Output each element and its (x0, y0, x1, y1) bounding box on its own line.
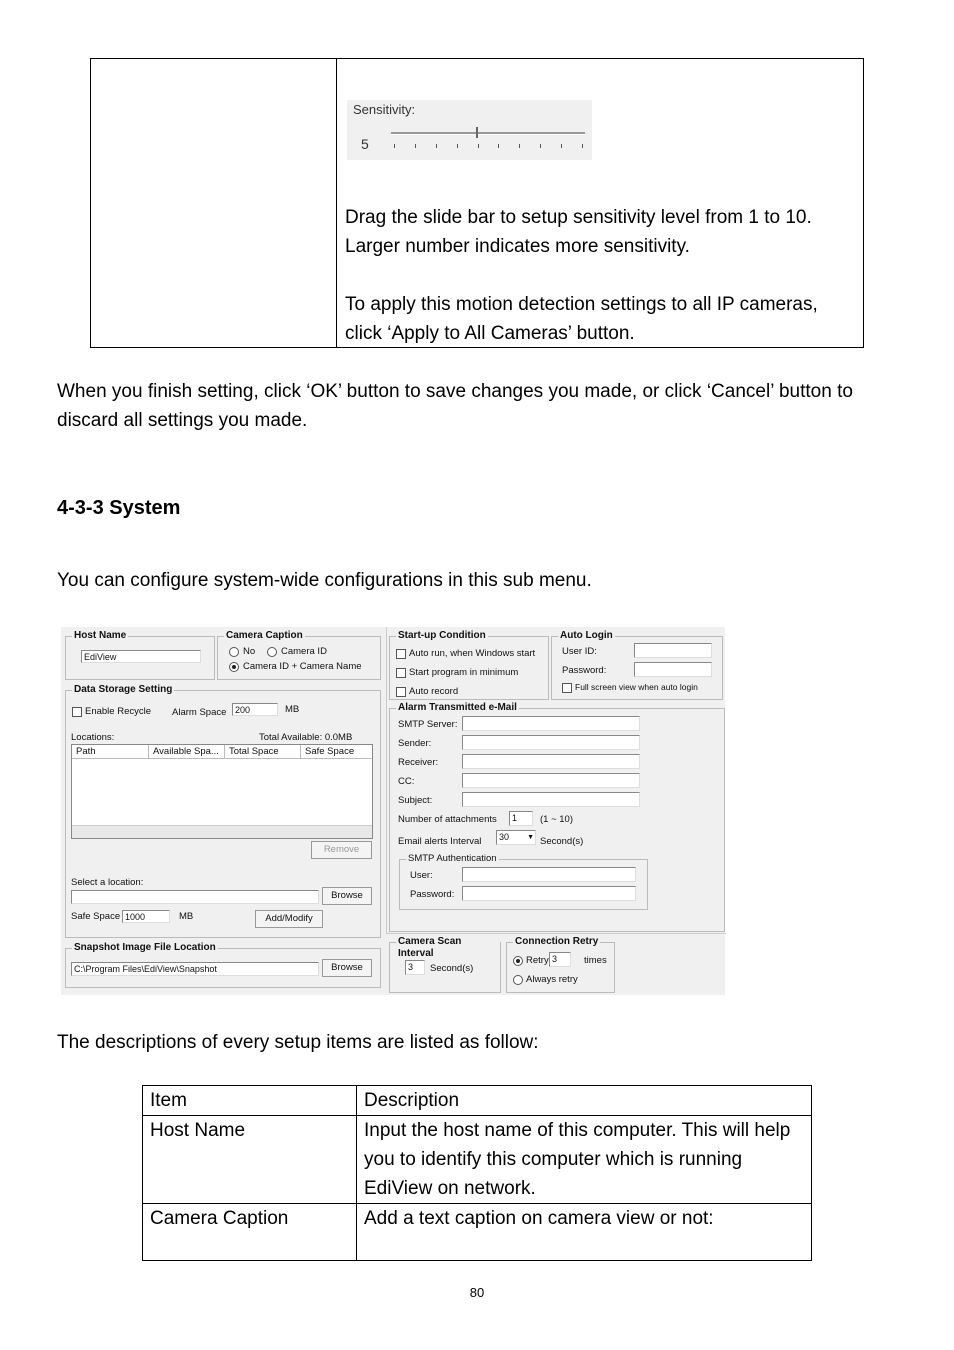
snapshot-location-group (65, 942, 381, 988)
interval-label: Email alerts Interval (398, 836, 482, 847)
safe-space-unit: MB (179, 911, 194, 922)
retry-count-input[interactable]: 3 (549, 952, 571, 967)
total-available-label: Total Available: 0.0MB (259, 732, 353, 743)
alarm-space-unit: MB (285, 704, 300, 715)
attachments-label: Number of attachments (398, 814, 497, 825)
cc-input[interactable] (462, 773, 640, 788)
cc-label: CC: (398, 776, 415, 787)
sensitivity-slider-track[interactable] (391, 132, 585, 135)
scan-interval-title: Camera Scan Interval (396, 936, 500, 960)
scan-interval-unit: Second(s) (430, 963, 474, 974)
sensitivity-description: Drag the slide bar to setup sensitivity level from 1 to 10. Larger number indicates more sensitivity. (345, 207, 812, 257)
startup-condition-title: Start-up Condition (398, 630, 486, 641)
attachments-input[interactable]: 1 (509, 811, 533, 826)
horizontal-scrollbar[interactable] (72, 825, 372, 838)
slider-tick (478, 144, 479, 148)
attachments-range: (1 ~ 10) (540, 814, 574, 825)
sensitivity-slider-thumb[interactable] (476, 127, 478, 138)
alarm-space-input[interactable]: 200 (232, 703, 278, 716)
location-path-input[interactable] (71, 890, 319, 904)
intro-text: You can configure system-wide configurations in this sub menu. (57, 570, 592, 591)
locations-label: Locations: (71, 732, 115, 743)
sensitivity-label: Sensitivity: (353, 102, 416, 117)
auto-login-title: Auto Login (560, 630, 613, 641)
browse-location-button[interactable]: Browse (322, 887, 372, 905)
camera-caption-group (217, 630, 381, 680)
enable-recycle-checkbox[interactable] (72, 707, 82, 717)
caption-id-name-radio[interactable] (229, 662, 239, 672)
system-settings-screenshot (61, 627, 725, 995)
locations-list[interactable] (71, 744, 373, 839)
slider-tick (457, 144, 458, 148)
camera-caption-title: Camera Caption (226, 630, 303, 641)
sender-label: Sender: (398, 738, 432, 749)
slider-tick (394, 144, 395, 148)
descriptions-intro: The descriptions of every setup items are listed as follow: (57, 1032, 539, 1053)
host-name-group (65, 630, 215, 680)
caption-id-name-label: Camera ID + Camera Name (243, 661, 362, 672)
auto-run-checkbox[interactable] (396, 649, 406, 659)
always-retry-radio[interactable] (513, 975, 523, 985)
auto-login-password-input[interactable] (634, 662, 712, 677)
interval-unit: Second(s) (540, 836, 584, 847)
data-storage-title: Data Storage Setting (74, 684, 173, 695)
table-cell-description: Add a text caption on camera view or not: (357, 1204, 812, 1261)
auto-record-checkbox[interactable] (396, 687, 406, 697)
add-modify-button[interactable]: Add/Modify (255, 910, 323, 928)
scan-interval-group (389, 936, 501, 993)
caption-id-radio[interactable] (267, 647, 277, 657)
auto-login-user-input[interactable] (634, 643, 712, 658)
slider-tick (540, 144, 541, 148)
auto-record-label: Auto record (409, 686, 459, 697)
sensitivity-value: 5 (361, 136, 369, 152)
slider-tick (519, 144, 520, 148)
auto-run-label: Auto run, when Windows start (409, 648, 536, 659)
remove-button[interactable]: Remove (311, 841, 372, 859)
alarm-space-label: Alarm Space (172, 707, 227, 718)
receiver-label: Receiver: (398, 757, 439, 768)
column-header-total[interactable]: Total Space (225, 745, 301, 759)
sensitivity-slider-panel (347, 100, 592, 160)
section-heading: 4-3-3 System (57, 497, 181, 519)
dropdown-arrow-icon: ▼ (527, 834, 534, 841)
table-cell-item: Camera Caption (143, 1204, 357, 1261)
smtp-server-label: SMTP Server: (398, 719, 458, 730)
caption-id-label: Camera ID (281, 646, 327, 657)
column-header-path[interactable]: Path (72, 745, 149, 759)
smtp-password-label: Password: (410, 889, 455, 900)
scan-interval-input[interactable]: 3 (405, 960, 425, 975)
data-storage-group (65, 684, 381, 938)
slider-tick (561, 144, 562, 148)
start-minimum-label: Start program in minimum (409, 667, 519, 678)
smtp-auth-title: SMTP Authentication (408, 853, 497, 864)
connection-retry-group (506, 936, 615, 993)
snapshot-path-input[interactable]: C:\Program Files\EdiView\Snapshot (71, 962, 319, 976)
slider-tick (498, 144, 499, 148)
interval-select[interactable] (496, 830, 536, 845)
alarm-email-title: Alarm Transmitted e-Mail (398, 702, 517, 713)
select-location-label: Select a location: (71, 877, 144, 888)
smtp-server-input[interactable] (462, 716, 640, 731)
retry-label: Retry (526, 955, 549, 966)
slider-tick (582, 144, 583, 148)
smtp-user-input[interactable] (462, 867, 636, 882)
table-row (143, 1204, 812, 1261)
full-screen-label: Full screen view when auto login (575, 682, 698, 692)
table-cell-item: Host Name (143, 1116, 357, 1204)
table-header-description: Description (357, 1086, 812, 1116)
host-name-title: Host Name (74, 630, 127, 641)
receiver-input[interactable] (462, 754, 640, 769)
column-header-safe[interactable]: Safe Space (301, 745, 372, 759)
sender-input[interactable] (462, 735, 640, 750)
startup-condition-group (389, 630, 549, 700)
enable-recycle-label: Enable Recycle (85, 706, 152, 717)
description-table (142, 1085, 812, 1261)
auto-login-user-label: User ID: (562, 646, 597, 657)
subject-label: Subject: (398, 795, 433, 806)
table-row (143, 1116, 812, 1204)
auto-login-group (551, 630, 723, 700)
smtp-password-input[interactable] (462, 886, 636, 901)
retry-radio[interactable] (513, 956, 523, 966)
slider-tick (415, 144, 416, 148)
smtp-auth-group (399, 853, 648, 910)
table-cell-description: Input the host name of this computer. This will help you to identify this computer which is running EdiView on network. (357, 1116, 812, 1204)
table-header-item: Item (143, 1086, 357, 1116)
start-minimum-checkbox[interactable] (396, 668, 406, 678)
slider-tick (436, 144, 437, 148)
subject-input[interactable] (462, 792, 640, 807)
browse-snapshot-button[interactable]: Browse (322, 959, 372, 977)
retry-times-label: times (584, 955, 607, 966)
caption-no-radio[interactable] (229, 647, 239, 657)
host-name-input[interactable]: EdiView (81, 650, 201, 663)
interval-value: 30 (499, 832, 510, 842)
apply-all-description: To apply this motion detection settings to all IP cameras, click ‘Apply to All Cameras’ button. (345, 294, 818, 344)
page-number: 80 (469, 1285, 485, 1300)
connection-retry-title: Connection Retry (515, 936, 599, 947)
full-screen-checkbox[interactable] (562, 683, 572, 693)
table-row (143, 1086, 812, 1116)
finish-instructions: When you finish setting, click ‘OK’ button to save changes you made, or click ‘Cancel’ button to discard all settings you made. (57, 381, 853, 431)
caption-no-label: No (243, 646, 256, 657)
always-retry-label: Always retry (526, 974, 578, 985)
alarm-email-group (389, 702, 725, 932)
snapshot-location-title: Snapshot Image File Location (74, 942, 216, 953)
safe-space-input[interactable]: 1000 (122, 910, 170, 923)
column-header-available[interactable]: Available Spa... (149, 745, 225, 759)
table-divider (336, 59, 337, 347)
smtp-user-label: User: (410, 870, 433, 881)
auto-login-password-label: Password: (562, 665, 607, 676)
safe-space-label: Safe Space (71, 911, 121, 922)
